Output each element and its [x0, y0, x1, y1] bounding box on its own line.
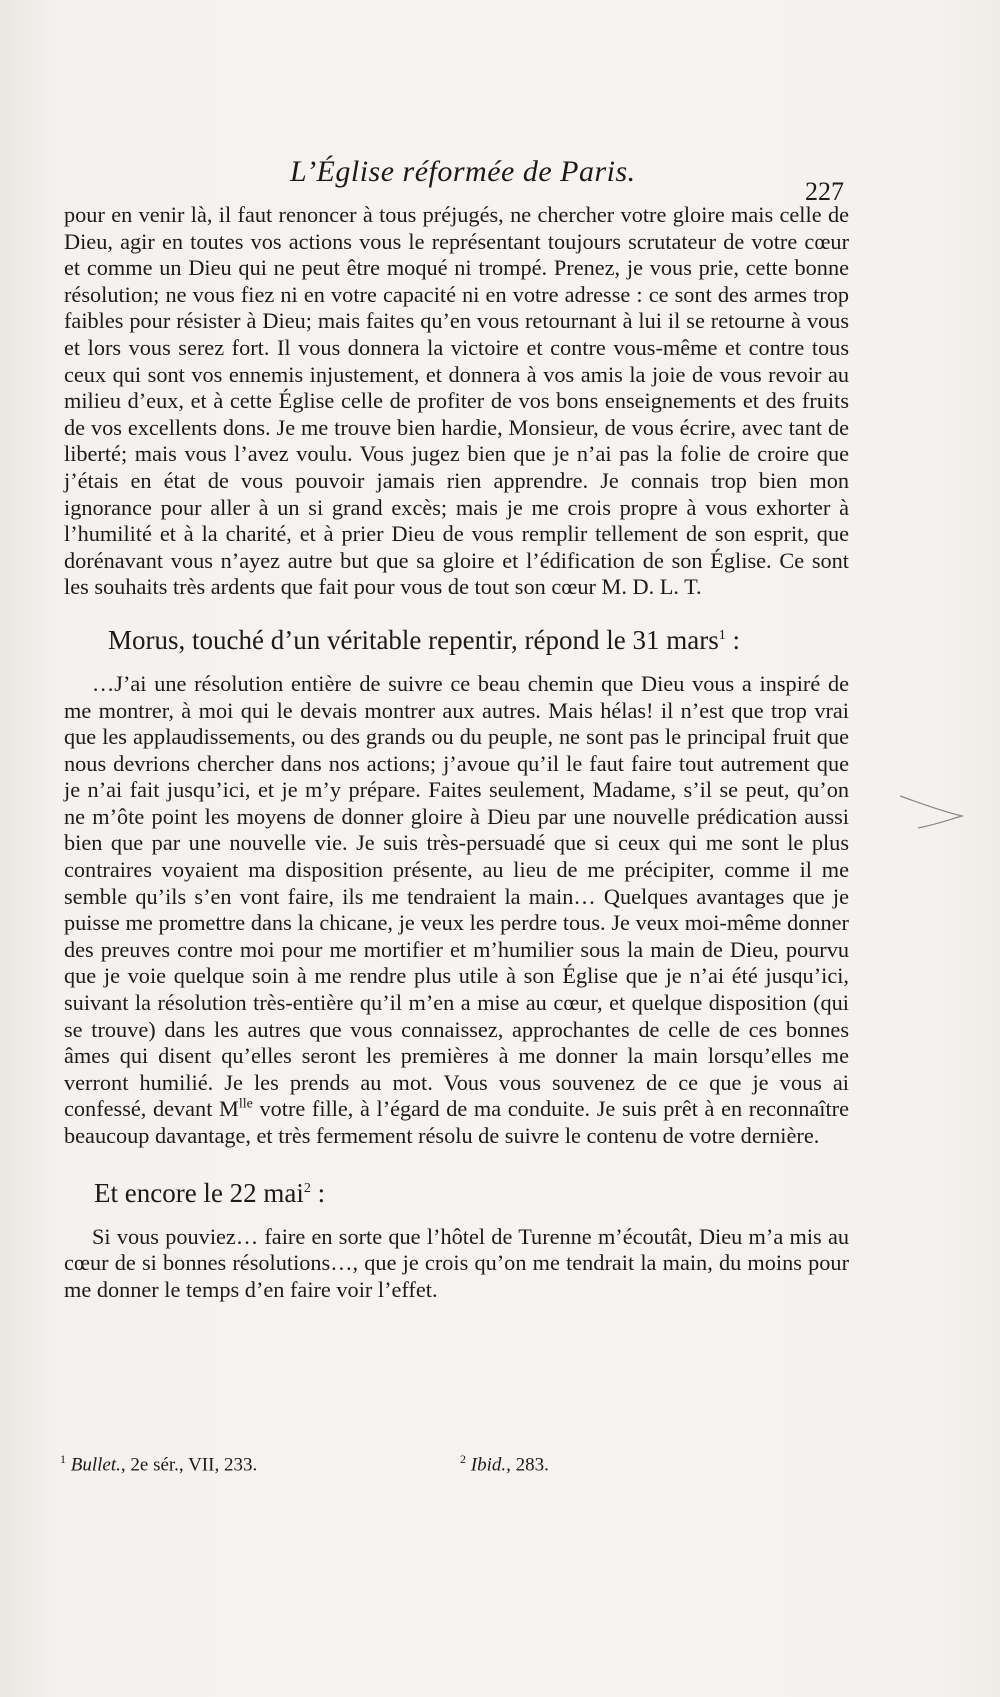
- running-title: L’Église réformée de Paris.: [290, 155, 636, 188]
- encore-intro: [64, 1176, 849, 1210]
- morus-reply-text: …J’ai une résolution entière de suivre ce beau chemin que Dieu vous a inspiré de me montrer, à moi qui le devais montrer aux autres. Mais hélas! il n’est que trop vrai que les applaudissements, ou des grands ou du peuple, ne sont pas le principal fruit que nous devrions chercher dans nos actions; j’avoue qu’il le faut faire tout autrement que je n’ai fait jusqu’ici, et je m’y prépare. Faites seulement, Madame, s’il se peut, qu’on ne m’ôte point les moyens de donner gloire à Dieu par une nouvelle prédication aussi bien que par une nouvelle vie. Je suis très-persuadé que si ceux qui me sont le plus contraires voyaient ma disposition présente, au lieu de me précipiter, comme il me semble qu’ils s’en vont faire, ils me tendraient la main… Quelques avantages que je puisse me promettre dans la chicane, je veux les perdre tous. Je veux moi-même donner des preuves contre moi pour me mortifier et m’humilier sous la main de Dieu, pourvu que je voie quelque soin à me rendre plus utile à son Église que je n’ai été jusqu’ici, suivant la résolution très-entière qu’il m’en a mise au cœur, et quelque disposition (qui se trouve) dans les autres que vous connaissez, approchantes de celle de ces bonnes âmes qui disent qu’elles seront les premières à me donner la main lorsqu’elles me verront humilié. Je les prends au mot. Vous vous souvenez de ce que je vous ai confessé, devant M: [64, 670, 849, 1122]
- footnote-1-source: Bullet.: [70, 1454, 121, 1476]
- morus-intro-colon: :: [725, 624, 740, 655]
- morus-intro-text: Morus, touché d’un véritable repentir, répond le 31 mars: [108, 624, 719, 655]
- encore-intro-text: Et encore le 22 mai: [94, 1177, 304, 1208]
- running-head: [0, 155, 1000, 206]
- footnote-ref-2: 2: [303, 1180, 311, 1196]
- letter-paragraph: pour en venir là, il faut renoncer à tous préjugés, ne chercher votre gloire mais celle de Dieu, agir en toutes vos actions vous le représentant toujours scrutateur de votre cœur et comme un Dieu qui ne peut être moqué ni trompé. Prenez, je vous prie, cette bonne résolution; ne vous fiez ni en votre capacité ni en votre adresse : ce sont des armes trop faibles pour résister à Dieu; mais faites qu’en vous retournant à lui il se retourne à vous et lors vous serez fort. Il vous donnera la victoire et contre vous-même et contre tous ceux qui sont vos ennemis injustement, et donnera à vos amis la joie de vous revoir au milieu d’eux, et à cette Église celle de profiter de vos bons enseignements et des fruits de vos excellents dons. Je me trouve bien hardie, Monsieur, de vous écrire, avec tant de liberté; mais vous l’avez voulu. Vous jugez bien que je n’ai pas la folie de croire que j’étais en état de vous pouvoir jamais rien apprendre. Je connais trop bien mon ignorance pour aller à un si grand excès; mais je me crois propre à vous exhorter à l’humilité et à la charité, et à prier Dieu de vous remplir tellement de son esprit, que dorénavant vous n’ayez autre but que sa gloire et l’édification de son Église. Ce sont les souhaits très ardents que fait pour vous de tout son cœur M. D. L. T.: [64, 202, 849, 600]
- footnote-ref-1: 1: [718, 627, 726, 643]
- morus-reply-end: votre fille, à l’égard de ma conduite. Je suis prêt à en reconnaître beaucoup davantage, et très fermement résolu de suivre le contenu de votre dernière.: [64, 1096, 849, 1148]
- footnote-1: [60, 1452, 257, 1476]
- footnote-2-marker: 2: [460, 1452, 466, 1466]
- morus-intro: [64, 623, 849, 657]
- body-text: [64, 202, 849, 1303]
- page-number: 227: [805, 177, 844, 206]
- footnote-2: [460, 1452, 549, 1476]
- mademoiselle-abbrev: lle: [238, 1096, 253, 1112]
- margin-mark: [898, 790, 968, 830]
- morus-reply-paragraph: [64, 671, 849, 1150]
- encore-intro-colon: :: [310, 1177, 326, 1208]
- footnote-2-source: Ibid.: [470, 1454, 507, 1476]
- footnote-1-details: , 2e sér., VII, 233.: [120, 1454, 258, 1476]
- footnote-1-marker: 1: [60, 1452, 66, 1466]
- encore-quote-paragraph: Si vous pouviez… faire en sorte que l’hôtel de Turenne m’écoutât, Dieu m’a mis au cœur de si bonnes résolutions…, que je crois qu’on me tendrait la main, du moins pour me donner le temps d’en faire voir l’effet.: [64, 1223, 849, 1302]
- footnote-2-details: , 283.: [506, 1454, 549, 1476]
